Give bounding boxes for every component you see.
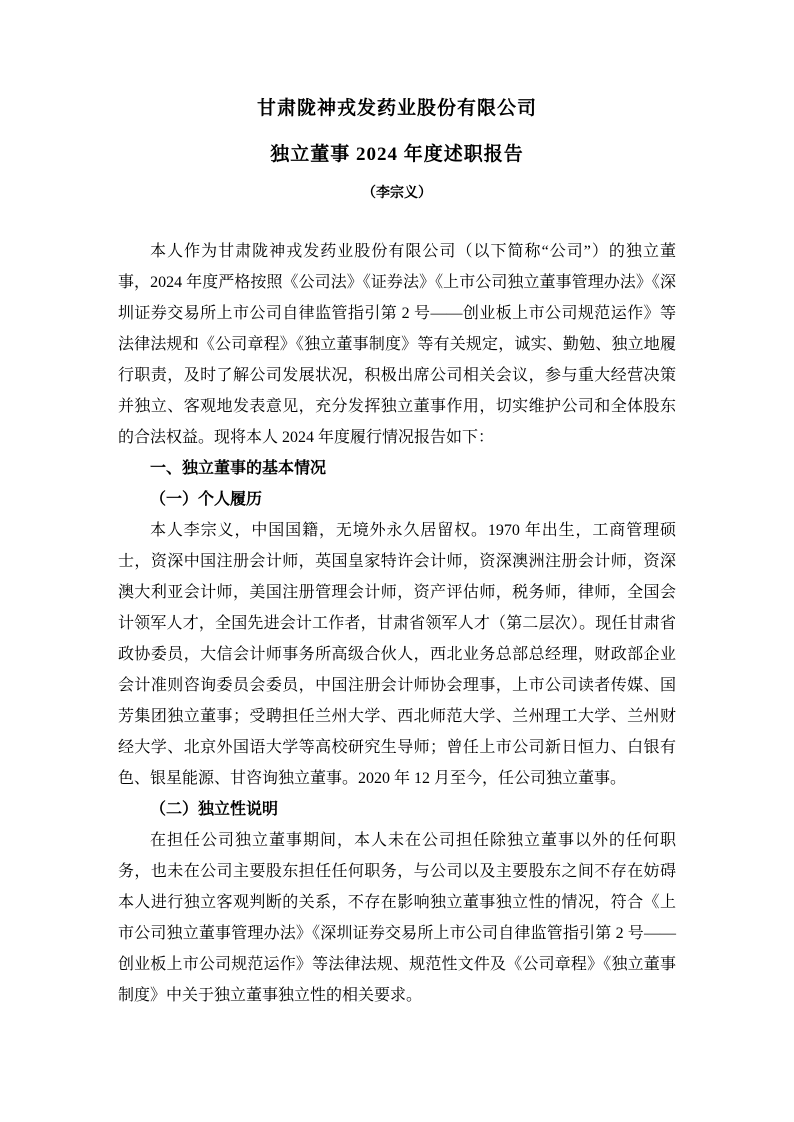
document-title: 甘肃陇神戎发药业股份有限公司	[256, 98, 537, 119]
paragraph-independence-statement: 在担任公司独立董事期间，本人未在公司担任除独立董事以外的任何职务，也未在公司主要股东担任任何职务，与公司以及主要股东之间不存在妨碍本人进行独立客观判断的关系，不存在影响独立董事独立性的情况，符合《上市公司独立董事管理办法》《深圳证券交易所上市公司自律监管指引第 2 号——创业板上市公司规范运作》等法律法规、规范性文件及《公司章程》《独立董事制度》中关于独立董事独立性的相关要求。	[118, 832, 676, 1004]
intro-paragraph: 本人作为甘肃陇神戎发药业股份有限公司（以下简称“公司”）的独立董事，2024 年度严格按照《公司法》《证券法》《上市公司独立董事管理办法》《深圳证券交易所上市公司自律监管指引第 2 号——创业板上市公司规范运作》等法律法规和《公司章程》《独立董事制度》等有关规定，诚实、勤勉、独立地履行职责，及时了解公司发展状况，积极出席公司相关会议，参与重大经营决策并独立、客观地发表意见，充分发挥独立董事作用，切实维护公司和全体股东的合法权益。现将本人 2024 年度履行情况报告如下：	[118, 243, 676, 446]
subsection-heading-independence-statement: （二）独立性说明	[150, 801, 279, 818]
author-name-line: （李宗义）	[362, 186, 432, 201]
document-subtitle: 独立董事 2024 年度述职报告	[270, 144, 524, 165]
subsection-heading-personal-resume: （一）个人履历	[150, 491, 263, 508]
section-heading-basic-info: 一、独立董事的基本情况	[150, 460, 327, 477]
paragraph-personal-resume: 本人李宗义，中国国籍，无境外永久居留权。1970 年出生，工商管理硕士，资深中国注册会计师，英国皇家特许会计师，资深澳洲注册会计师，资深澳大利亚会计师，美国注册管理会计师，资产评估师，税务师，律师，全国会计领军人才，全国先进会计工作者，甘肃省领军人才（第二层次）。现任甘肃省政协委员，大信会计师事务所高级合伙人，西北业务总部总经理，财政部企业会计准则咨询委员会委员，中国注册会计师协会理事，上市公司读者传媒、国芳集团独立董事；受聘担任兰州大学、西北师范大学、兰州理工大学、兰州财经大学、北京外国语大学等高校研究生导师；曾任上市公司新日恒力、白银有色、银星能源、甘咨询独立董事。2020 年 12 月至今，任公司独立董事。	[118, 522, 676, 787]
